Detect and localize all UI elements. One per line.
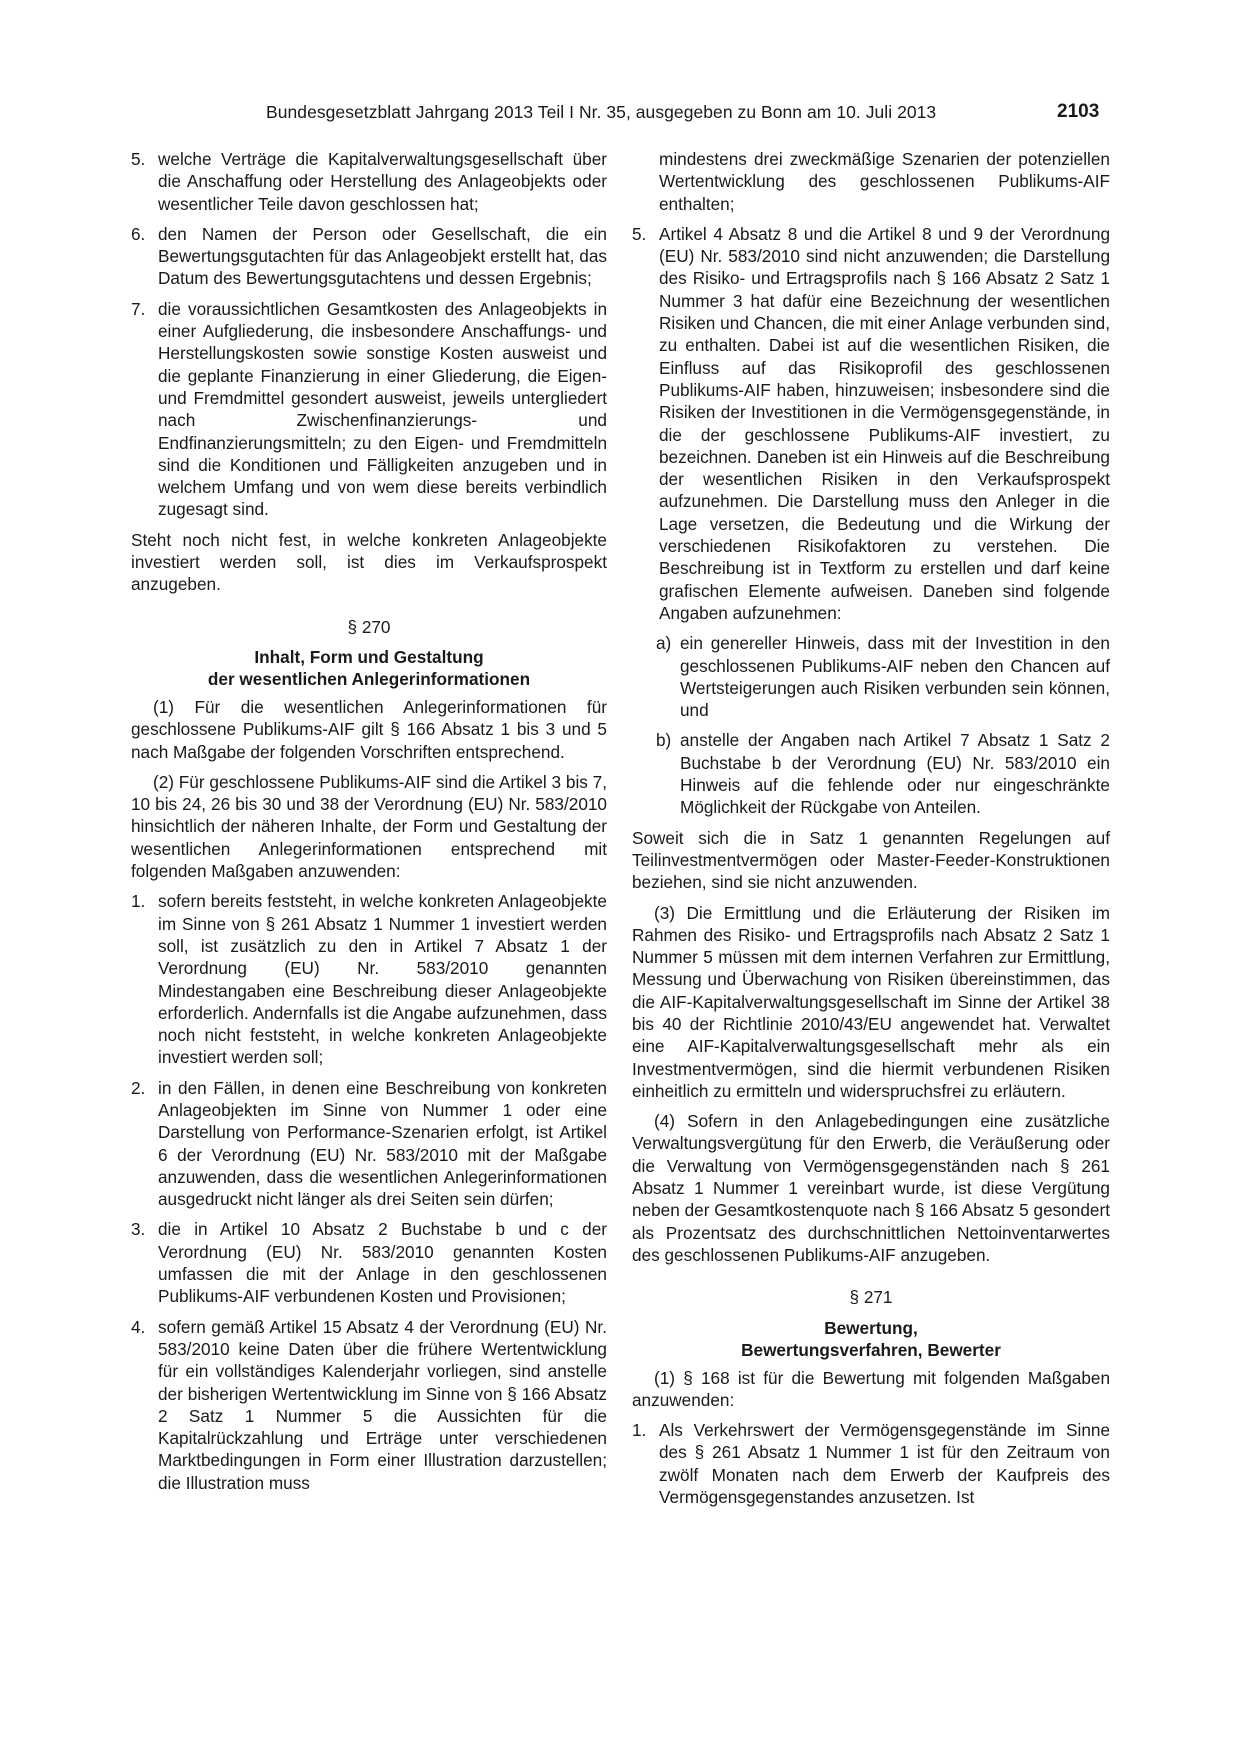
item-text: anstelle der Angaben nach Artikel 7 Absatz 1 Satz 2 Buchstabe b der Verordnung (EU) Nr. 583/2010 ein Hinweis auf die fehlende oder nur eingeschränkte Möglichkeit der Rückgabe von Anteilen. xyxy=(680,730,1110,818)
left-column xyxy=(131,148,607,1502)
list-item xyxy=(131,298,607,521)
section-title-line: Bewertungsverfahren, Bewerter xyxy=(741,1339,1001,1360)
item-text: mindestens drei zweckmäßige Szenarien der potenziellen Wertentwicklung des geschlossenen Publikums-AIF enthalten; xyxy=(659,149,1110,214)
item-number: 6. xyxy=(131,223,146,244)
paragraph: (3) Die Ermittlung und die Erläuterung der Risiken im Rahmen des Risiko- und Ertragsprofils nach Absatz 2 Satz 1 Nummer 5 müssen mit dem internen Verfahren zur Ermittlung, Messung und Überwachung von Risiken übereinstimmen, das die AIF-Kapitalverwaltungsgesellschaft im Sinne der Artikel 38 bis 40 der Richtlinie 2010/43/EU angewendet hat. Verwaltet eine AIF-Kapitalverwaltungsgesellschaft mehr als ein Investmentvermögen, sind die hiermit verbundenen Risiken einheitlich zu ermitteln und widerspruchsfrei zu erläutern. xyxy=(632,902,1110,1101)
section-title xyxy=(131,646,607,690)
paragraph: (4) Sofern in den Anlagebedingungen eine zusätzliche Verwaltungsvergütung für den Erwerb, die Veräußerung oder die Verwaltung von Vermögensgegenständen nach § 261 Absatz 1 Nummer 1 vereinbart wurde, ist diese Vergütung neben der Gesamtkostenquote nach § 166 Absatz 5 gesondert als Prozentsatz des durchschnittlichen Nettoinventarwertes des geschlossenen Publikums-AIF anzugeben. xyxy=(632,1111,1110,1265)
list-item xyxy=(131,890,607,1068)
page-number: 2103 xyxy=(1057,101,1100,122)
item-number: 1. xyxy=(632,1420,647,1441)
paragraph: (1) § 168 ist für die Bewertung mit folgenden Maßgaben anzuwenden: xyxy=(632,1367,1110,1410)
item-text: welche Verträge die Kapitalverwaltungsgesellschaft über die Anschaffung oder Herstellung des Anlageobjekts oder wesentlicher Teile davon geschlossen hat; xyxy=(158,149,607,214)
closing-paragraph: Steht noch nicht fest, in welche konkreten Anlageobjekte investiert werden soll, ist dies im Verkaufsprospekt anzugeben. xyxy=(131,529,607,595)
item-letter: a) xyxy=(656,633,672,654)
section-title-line: der wesentlichen Anlegerinformationen xyxy=(207,668,531,689)
item-text: Artikel 4 Absatz 8 und die Artikel 8 und 9 der Verordnung (EU) Nr. 583/2010 sind nicht anzuwenden; die Darstellung des Risiko- und Ertragsprofils nach § 166 Absatz 2 Satz 1 Nummer 3 hat dafür eine Bezeichnung der wesentlichen Risiken und Chancen, die mit einer Anlage verbunden sind, zu enthalten. Dabei ist auf die wesentlichen Risiken, die Einfluss auf das Risikoprofil des geschlossenen Publikums-AIF haben, hinzuweisen; insbesondere sind die Risiken der Investitionen in die Vermögensgegenstände, in die der geschlossene Publikums-AIF investiert, zu bezeichnen. Daneben ist ein Hinweis auf die Beschreibung der wesentlichen Risiken in den Verkaufsprospekt aufzunehmen. Die Darstellung muss den Anleger in die Lage versetzen, die Bedeutung und die Wirkung der verschiedenen Risikofaktoren zu verstehen. Die Beschreibung ist in Textform zu erstellen und darf keine grafischen Elemente aufweisen. Daneben sind folgende Angaben aufzunehmen: xyxy=(659,223,1110,623)
list-item xyxy=(131,148,607,215)
list-item xyxy=(131,223,607,290)
section-title-line: Inhalt, Form und Gestaltung xyxy=(254,646,484,667)
list-item xyxy=(131,1077,607,1211)
item-text: in den Fällen, in denen eine Beschreibung von konkreten Anlageobjekten im Sinne von Nummer 1 oder eine Darstellung von Performance-Szenarien erfolgt, ist Artikel 6 der Verordnung (EU) Nr. 583/2010 mit der Maßgabe anzuwenden, dass die wesentlichen Anlegerinformationen ausgedruckt nicht länger als drei Seiten sein dürfen; xyxy=(158,1077,607,1210)
section-number: § 270 xyxy=(347,616,391,637)
item-number: 4. xyxy=(131,1316,146,1337)
item-text: sofern gemäß Artikel 15 Absatz 4 der Verordnung (EU) Nr. 583/2010 keine Daten über die frühere Wertentwicklung für ein vollständiges Kalenderjahr vorliegen, sind anstelle der bisherigen Wertentwicklung im Sinne von § 166 Absatz 2 Satz 1 Nummer 5 die Aussichten für die Kapitalrückzahlung und Erträge unter verschiedenen Marktbedingungen in Form einer Illustration darzustellen; die Illustration muss xyxy=(158,1316,607,1493)
list-item xyxy=(632,223,1110,624)
item-text: ein genereller Hinweis, dass mit der Investition in den geschlossenen Publikums-AIF neben den Chancen auf Wertsteigerungen auch Risiken verbunden sein können, und xyxy=(680,633,1110,721)
item-text: Als Verkehrswert der Vermögensgegenstände im Sinne des § 261 Absatz 1 Nummer 1 ist für den Zeitraum von zwölf Monaten nach dem Erwerb der Kaufpreis des Vermögensgegenstandes anzusetzen. Ist xyxy=(659,1420,1110,1508)
item-number: 1. xyxy=(131,891,146,912)
item-number: 5. xyxy=(131,149,146,169)
list-item xyxy=(131,1218,607,1307)
gazette-header-title: Bundesgesetzblatt Jahrgang 2013 Teil I Nr. 35, ausgegeben zu Bonn am 10. Juli 2013 xyxy=(266,102,937,122)
item-number: 2. xyxy=(131,1077,146,1098)
right-column xyxy=(632,148,1110,1516)
item-number: 7. xyxy=(131,298,146,319)
list-item xyxy=(131,1316,607,1494)
item-text: sofern bereits feststeht, in welche konkreten Anlageobjekte im Sinne von § 261 Absatz 1 Nummer 1 investiert werden soll, ist zusätzlich zu den in Artikel 7 Absatz 1 der Verordnung (EU) Nr. 583/2010 genannten Mindestangaben eine Beschreibung dieser Anlageobjekte erforderlich. Andernfalls ist die Angabe aufzunehmen, dass noch nicht feststeht, in welche konkreten Anlageobjekte investiert werden soll; xyxy=(158,891,607,1068)
paragraph: (1) Für die wesentlichen Anlegerinformationen für geschlossene Publikums-AIF gilt § 166 Absatz 1 bis 3 und 5 nach Maßgabe der folgenden Vorschriften entsprechend. xyxy=(131,696,607,762)
section-number: § 271 xyxy=(849,1287,893,1308)
list-item xyxy=(632,1419,1110,1508)
paragraph: Soweit sich die in Satz 1 genannten Regelungen auf Teilinvestmentvermögen oder Master-Feeder-Konstruktionen beziehen, sind sie nicht anzuwenden. xyxy=(632,827,1110,893)
item-text: die voraussichtlichen Gesamtkosten des Anlageobjekts in einer Aufgliederung, die insbesondere Anschaffungs- und Herstellungskosten sowie sonstige Kosten ausweist und die geplante Finanzierung in einer Gliederung, die Eigen- und Fremdmittel gesondert ausweist, jeweils untergliedert nach Zwischenfinanzierungs- und Endfinanzierungsmitteln; zu den Eigen- und Fremdmitteln sind die Konditionen und Fälligkeiten anzugeben und in welchem Umfang und von wem diese bereits verbindlich zugesagt sind. xyxy=(158,298,607,520)
item-letter: b) xyxy=(656,730,672,751)
section-title xyxy=(632,1317,1110,1361)
item-text: den Namen der Person oder Gesellschaft, die ein Bewertungsgutachten für das Anlageobjekt erstellt hat, das Datum des Bewertungsgutachtens und dessen Ergebnis; xyxy=(158,223,607,289)
section-title-line: Bewertung, xyxy=(824,1317,918,1338)
page-header xyxy=(0,102,1241,126)
item-text: die in Artikel 10 Absatz 2 Buchstabe b und c der Verordnung (EU) Nr. 583/2010 genannten Kosten umfassen die mit der Anlage in den geschlossenen Publikums-AIF verbundenen Kosten und Provisionen; xyxy=(158,1219,607,1307)
sub-list-item xyxy=(656,632,1110,721)
list-item-continuation xyxy=(632,148,1110,215)
paragraph: (2) Für geschlossene Publikums-AIF sind die Artikel 3 bis 7, 10 bis 24, 26 bis 30 und 38 der Verordnung (EU) Nr. 583/2010 hinsichtlich der näheren Inhalte, der Form und Gestaltung der wesentlichen Anlegerinformationen entsprechend mit folgenden Maßgaben anzuwenden: xyxy=(131,771,607,882)
sub-list-item xyxy=(656,729,1110,818)
item-number: 5. xyxy=(632,223,647,244)
item-number: 3. xyxy=(131,1219,146,1240)
